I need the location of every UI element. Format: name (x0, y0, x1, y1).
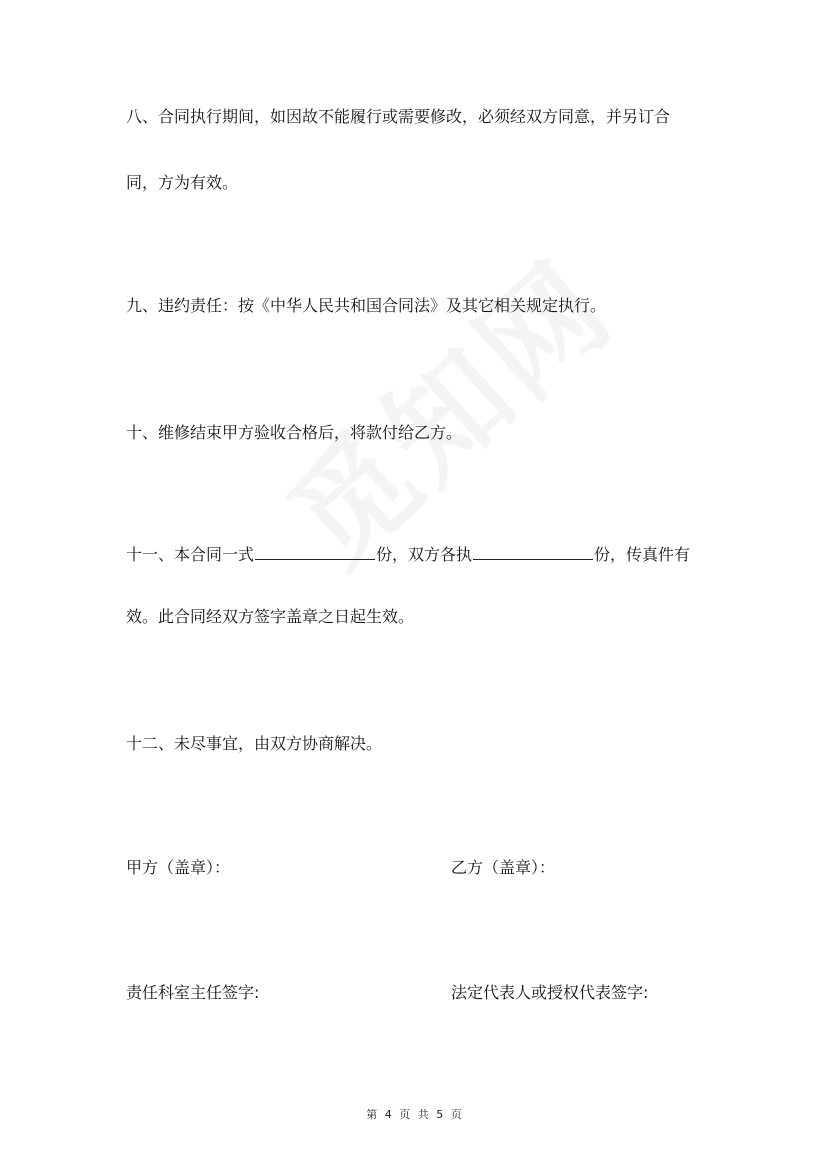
clause-11-line-2: 效。此合同经双方签字盖章之日起生效。 (126, 607, 415, 626)
clause-9: 九、违约责任：按《中华人民共和国合同法》及其它相关规定执行。 (126, 296, 607, 315)
copies-blank[interactable] (255, 545, 375, 560)
copies-each-blank[interactable] (473, 545, 593, 560)
clause-11-suffix: 份，传真件有 (594, 545, 691, 564)
clause-12: 十二、未尽事宜，由双方协商解决。 (126, 734, 383, 753)
clause-8-line-1: 八、合同执行期间，如因故不能履行或需要修改，必须经双方同意，并另订合 (126, 107, 671, 126)
clause-10: 十、维修结束甲方验收合格后，将款付给乙方。 (126, 423, 463, 442)
clause-11-prefix: 十一、本合同一式 (126, 545, 255, 564)
party-a-sign-label: 责任科室主任签字: (126, 983, 260, 1002)
clause-11-mid: 份，双方各执 (376, 545, 473, 564)
party-b-seal-label: 乙方（盖章）： (451, 858, 556, 877)
party-a-seal-label: 甲方（盖章）： (126, 858, 231, 877)
clause-11-line-1 (126, 545, 690, 565)
clause-8-line-2: 同，方为有效。 (126, 173, 239, 192)
page-number: 第 4 页 共 5 页 (366, 1108, 464, 1121)
party-b-sign-label: 法定代表人或授权代表签字: (451, 983, 649, 1002)
